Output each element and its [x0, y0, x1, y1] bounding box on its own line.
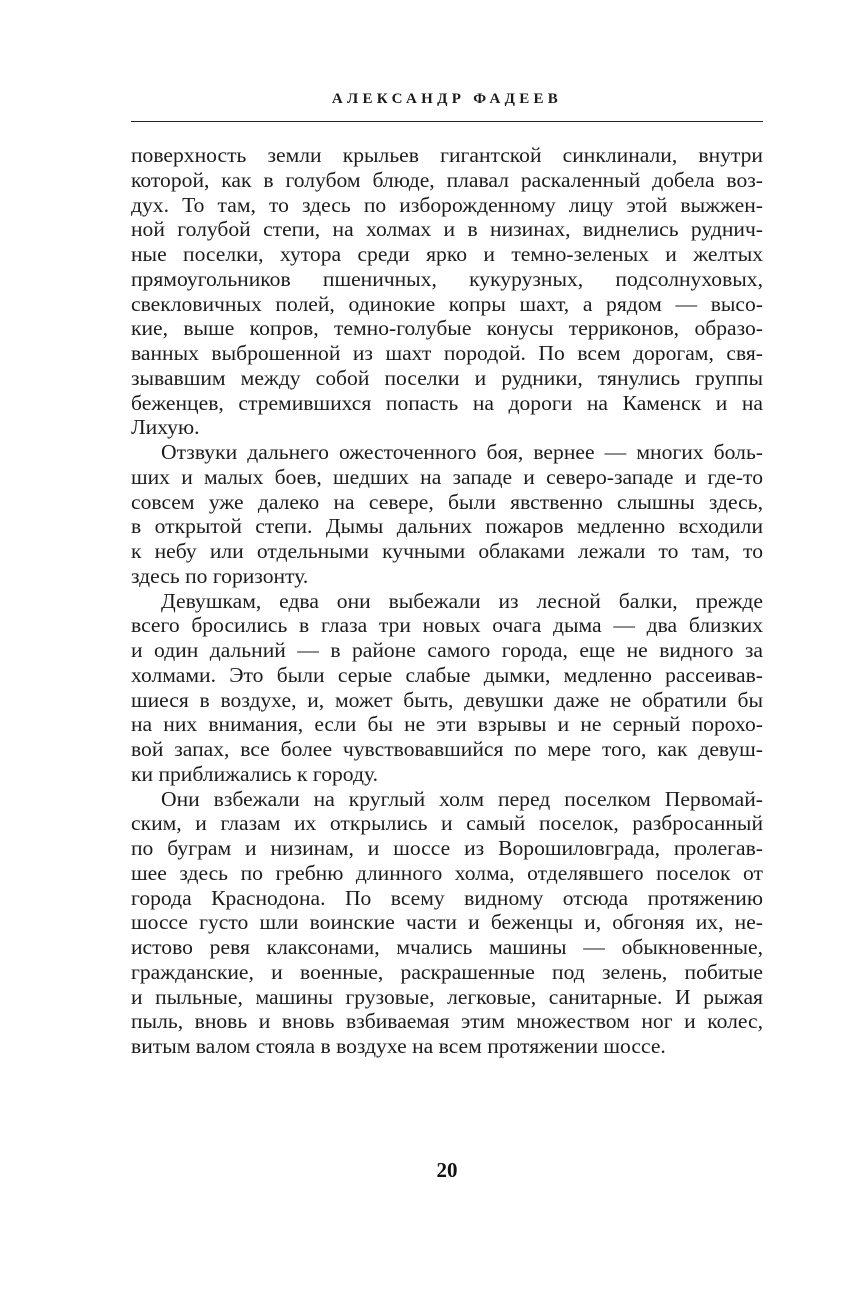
text-line: шиеся в воздухе, и, может быть, девушки даже не обратили бы	[131, 687, 763, 712]
text-line: совсем уже далеко на севере, были явственно слышны здесь,	[131, 489, 763, 514]
text-line: шоссе густо шли воинские части и беженцы и, обгоняя их, не-	[131, 910, 763, 935]
text-line: в открытой степи. Дымы дальних пожаров медленно всходили	[131, 514, 763, 539]
text-line: витым валом стояла в воздухе на всем протяжении шоссе.	[131, 1034, 666, 1058]
text-line: вой запах, все более чувствовавшийся по мере того, как девуш-	[131, 737, 763, 761]
text-line: которой, как в голубом блюде, плавал раскаленный добела воз-	[131, 167, 763, 192]
text-line: ших и малых боев, шедших на западе и северо-западе и где-то	[131, 464, 763, 489]
text-line: и пыльные, машины грузовые, легковые, санитарные. И рыжая	[131, 984, 763, 1009]
text-line: дух. То там, то здесь по изборожденному лицу этой выжжен-	[131, 192, 763, 217]
text-line: Лихую.	[131, 415, 200, 440]
text-line: истово ревя клаксонами, мчались машины — обыкновенные,	[131, 935, 763, 959]
text-line: пыль, вновь и вновь взбиваемая этим множеством ног и колес,	[131, 1009, 763, 1034]
text-line: к небу или отдельными кучными облаками лежали то там, то	[131, 539, 763, 563]
paragraph-first-line: Отзвуки дальнего ожесточенного боя, вернее — многих боль-	[161, 440, 763, 464]
text-line: на них внимания, если бы не эти взрывы и не серный порохо-	[131, 712, 763, 737]
header-rule	[131, 121, 763, 122]
text-line: по буграм и низинам, и шоссе из Ворошиловграда, пролегав-	[131, 836, 763, 860]
page-number: 20	[436, 1158, 458, 1182]
body-text	[131, 143, 763, 1059]
paragraph-first-line: Они взбежали на круглый холм перед поселком Первомай-	[161, 786, 763, 811]
text-line: ским, и глазам их открылись и самый поселок, разбросанный	[131, 811, 763, 836]
text-line: беженцев, стремившихся попасть на дороги на Каменск и на	[131, 390, 763, 415]
text-line: зывавшим между собой поселки и рудники, тянулись группы	[131, 365, 763, 390]
text-line: и один дальний — в районе самого города, еще не видного за	[131, 638, 763, 662]
text-line: поверхность земли крыльев гигантской синклинали, внутри	[131, 143, 763, 167]
text-line: гражданские, и военные, раскрашенные под зелень, побитые	[131, 959, 763, 984]
text-line: ки приближались к городу.	[131, 761, 378, 786]
text-line: всего бросились в глаза три новых очага дыма — два близких	[131, 613, 763, 638]
text-line: здесь по горизонту.	[131, 563, 309, 588]
text-line: свекловичных полей, одинокие копры шахт, а рядом — высо-	[131, 291, 763, 316]
text-line: холмами. Это были серые слабые дымки, медленно рассеивав-	[131, 662, 763, 687]
text-line: прямоугольников пшеничных, кукурузных, подсолнуховых,	[131, 266, 763, 291]
text-line: ванных выброшенной из шахт породой. По всем дорогам, свя-	[131, 341, 763, 365]
text-line: кие, выше копров, темно-голубые конусы терриконов, образо-	[131, 316, 763, 341]
text-line: ной голубой степи, на холмах и в низинах, виднелись руднич-	[131, 217, 763, 242]
text-line: шее здесь по гребню длинного холма, отделявшего поселок от	[131, 860, 763, 885]
running-head-author: АЛЕКСАНДР ФАДЕЕВ	[331, 91, 563, 107]
paragraph-first-line: Девушкам, едва они выбежали из лесной балки, прежде	[161, 588, 763, 613]
text-line: ные поселки, хутора среди ярко и темно-зеленых и желтых	[131, 242, 763, 266]
text-line: города Краснодона. По всему видному отсюда протяжению	[131, 885, 763, 910]
